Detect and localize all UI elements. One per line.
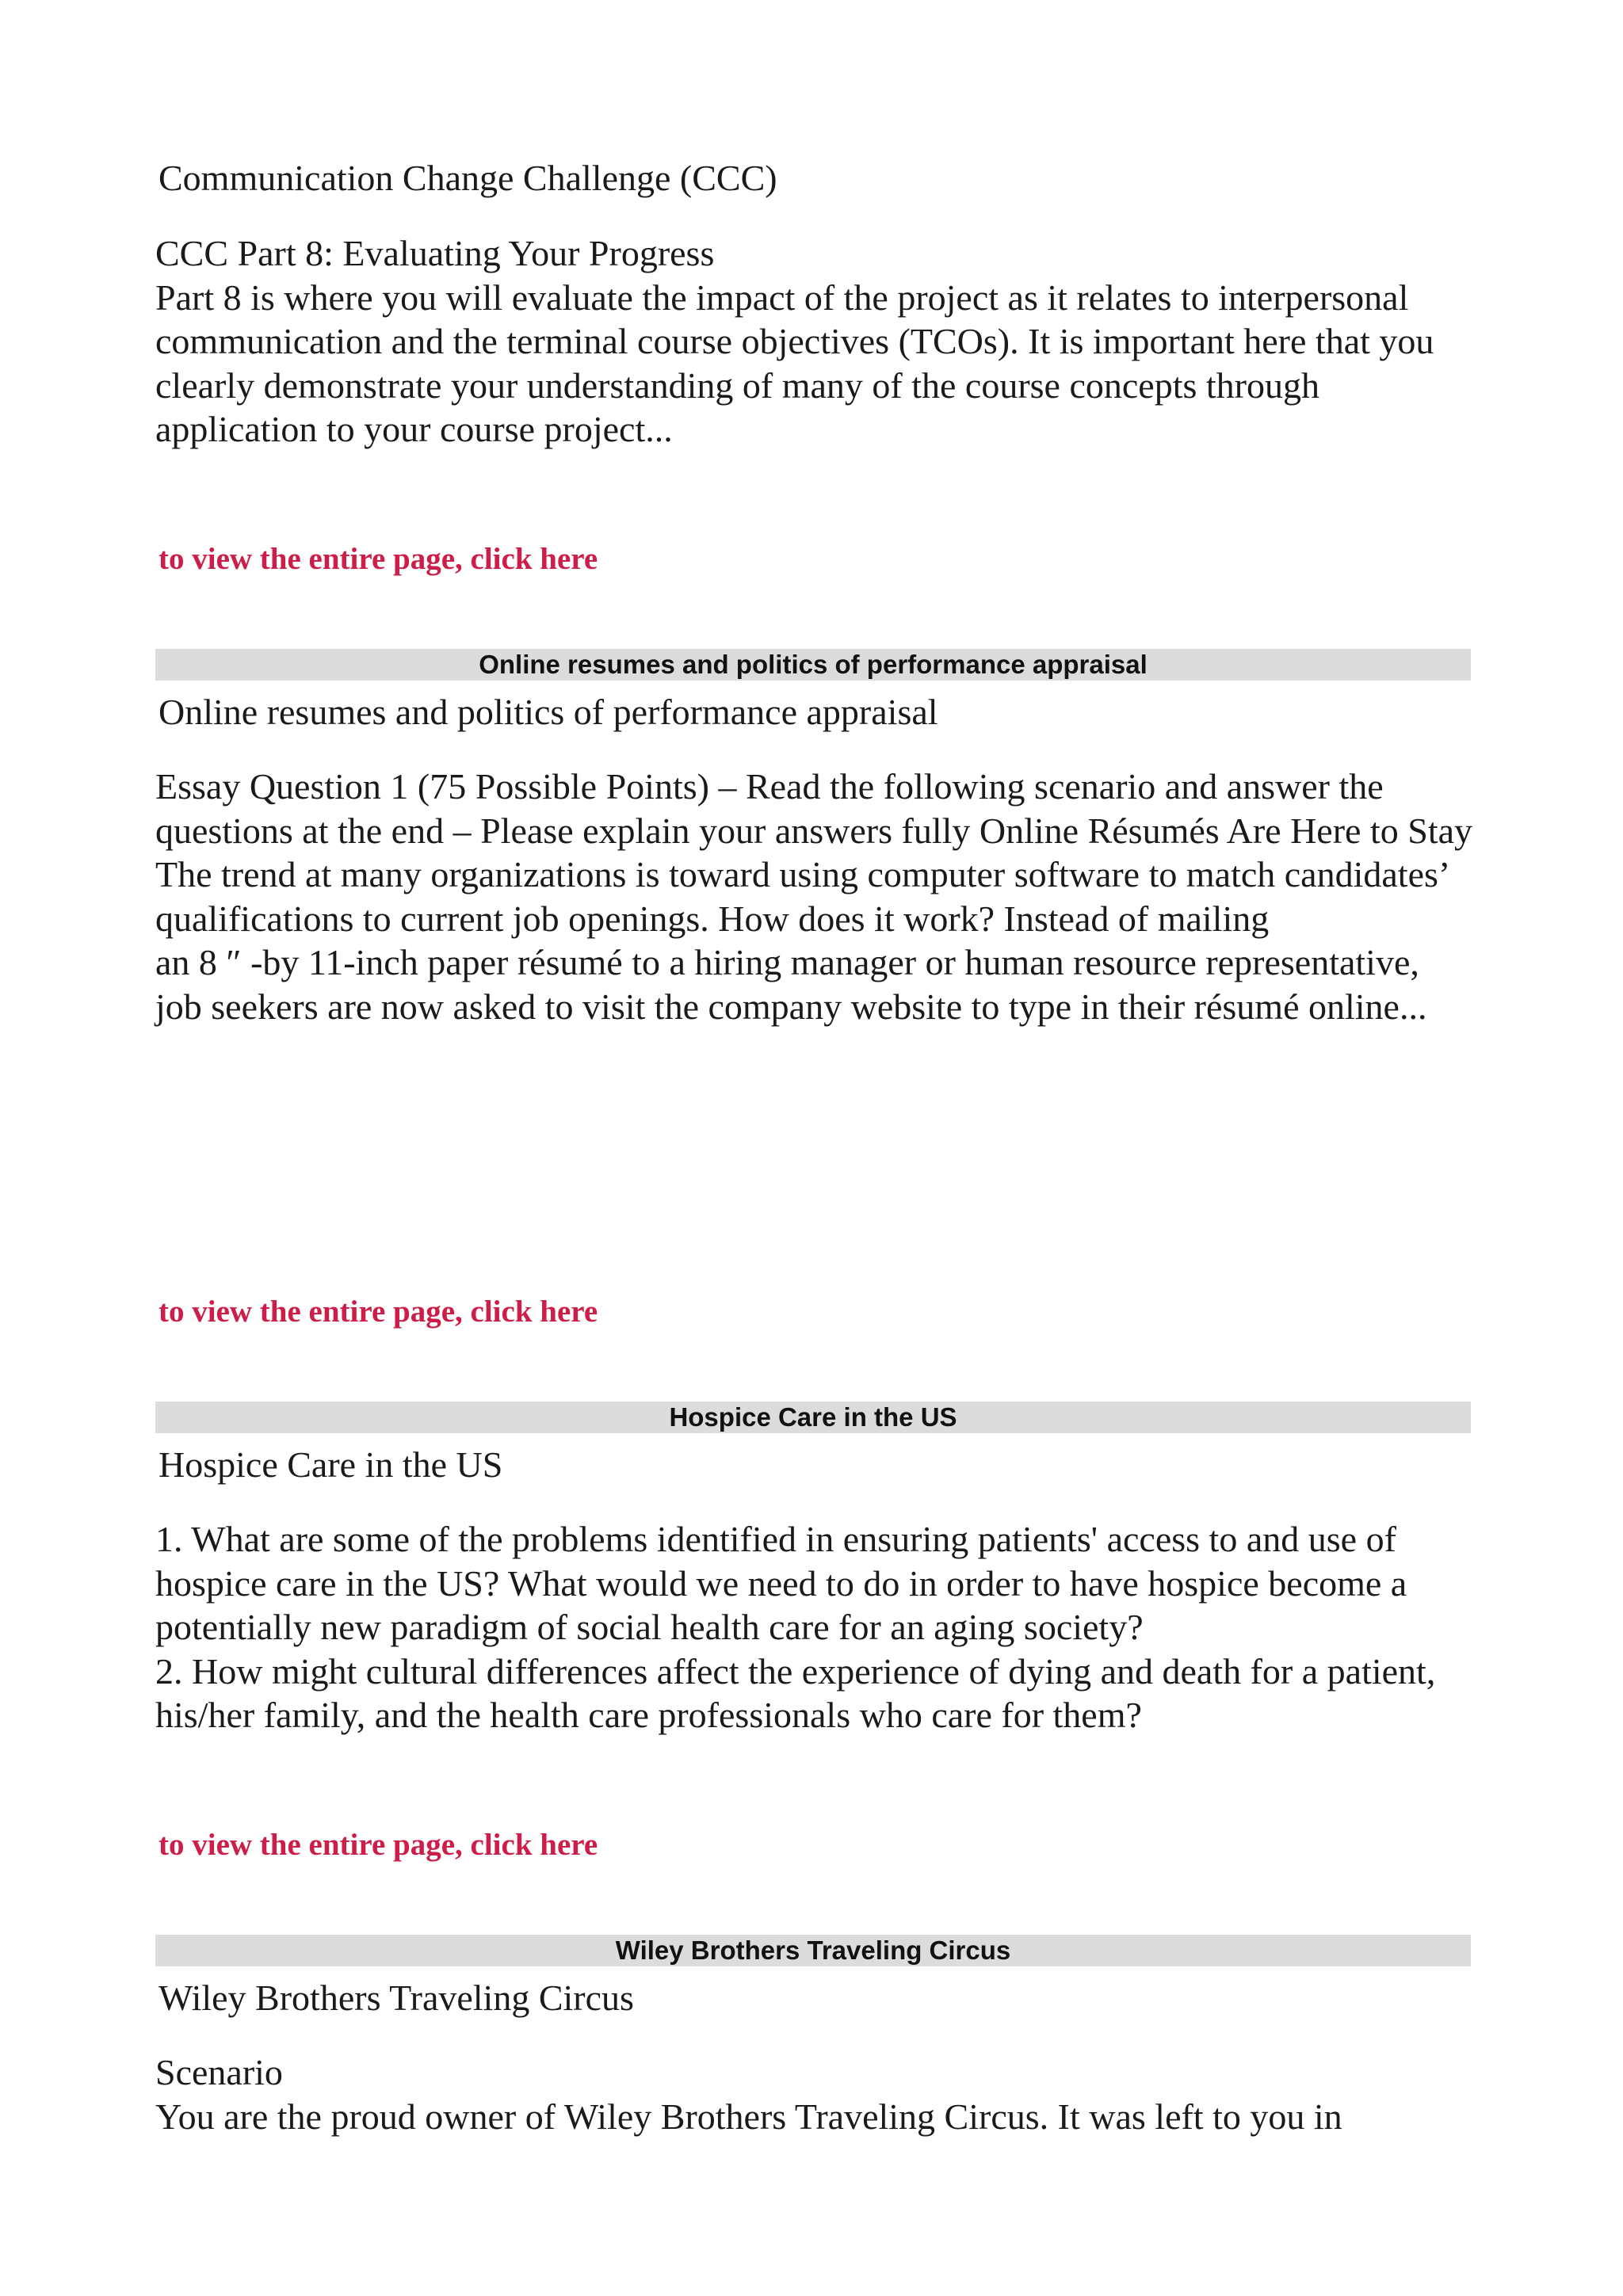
section-paragraph: 2. How might cultural differences affect the experience of dying and death for a patient, his/her family, and the health care professionals who care for them? bbox=[155, 1650, 1436, 1735]
section-body bbox=[155, 765, 1487, 1028]
section-subtitle: CCC Part 8: Evaluating Your Progress bbox=[155, 233, 715, 273]
section-paragraph: an 8 ″ -by 11-inch paper résumé to a hiring manager or human resource representative, bbox=[155, 942, 1419, 982]
section-title: Communication Change Challenge (CCC) bbox=[158, 158, 777, 198]
section-title: Wiley Brothers Traveling Circus bbox=[158, 1978, 634, 2018]
section-paragraph: Part 8 is where you will evaluate the impact of the project as it relates to interpersonal communication and the terminal course objectives (TCOs). It is important here that you clearly demonstrate your understanding of many of the course concepts through application to your course project... bbox=[155, 277, 1434, 449]
section-paragraph: Essay Question 1 (75 Possible Points) – Read the following scenario and answer the questions at the end – Please explain your answers fully Online Résumés Are Here to Stay bbox=[155, 766, 1473, 851]
section-header-bar: Hospice Care in the US bbox=[155, 1402, 1471, 1433]
section-header-bar: Wiley Brothers Traveling Circus bbox=[155, 1935, 1471, 1966]
section-paragraph: You are the proud owner of Wiley Brothers Traveling Circus. It was left to you in bbox=[155, 2096, 1342, 2137]
view-entire-page-link[interactable]: to view the entire page, click here bbox=[158, 1295, 598, 1329]
view-entire-page-link[interactable]: to view the entire page, click here bbox=[158, 542, 598, 576]
section-body bbox=[155, 231, 1487, 452]
section-body bbox=[155, 1517, 1487, 1737]
section-header-bar: Online resumes and politics of performance appraisal bbox=[155, 649, 1471, 681]
section-subtitle: Scenario bbox=[155, 2052, 283, 2092]
view-entire-page-link[interactable]: to view the entire page, click here bbox=[158, 1828, 598, 1862]
section-paragraph: 1. What are some of the problems identified in ensuring patients' access to and use of hospice care in the US? What would we need to do in order to have hospice become a potentially new paradigm of social health care for an aging society? bbox=[155, 1519, 1407, 1647]
section-body bbox=[155, 2050, 1487, 2138]
section-title: Hospice Care in the US bbox=[158, 1444, 503, 1485]
section-paragraph: The trend at many organizations is toward using computer software to match candidates’ qualifications to current job openings. How does it work? Instead of mailing bbox=[155, 854, 1448, 939]
section-paragraph: job seekers are now asked to visit the company website to type in their résumé online... bbox=[155, 986, 1427, 1027]
section-title: Online resumes and politics of performance appraisal bbox=[158, 692, 938, 732]
